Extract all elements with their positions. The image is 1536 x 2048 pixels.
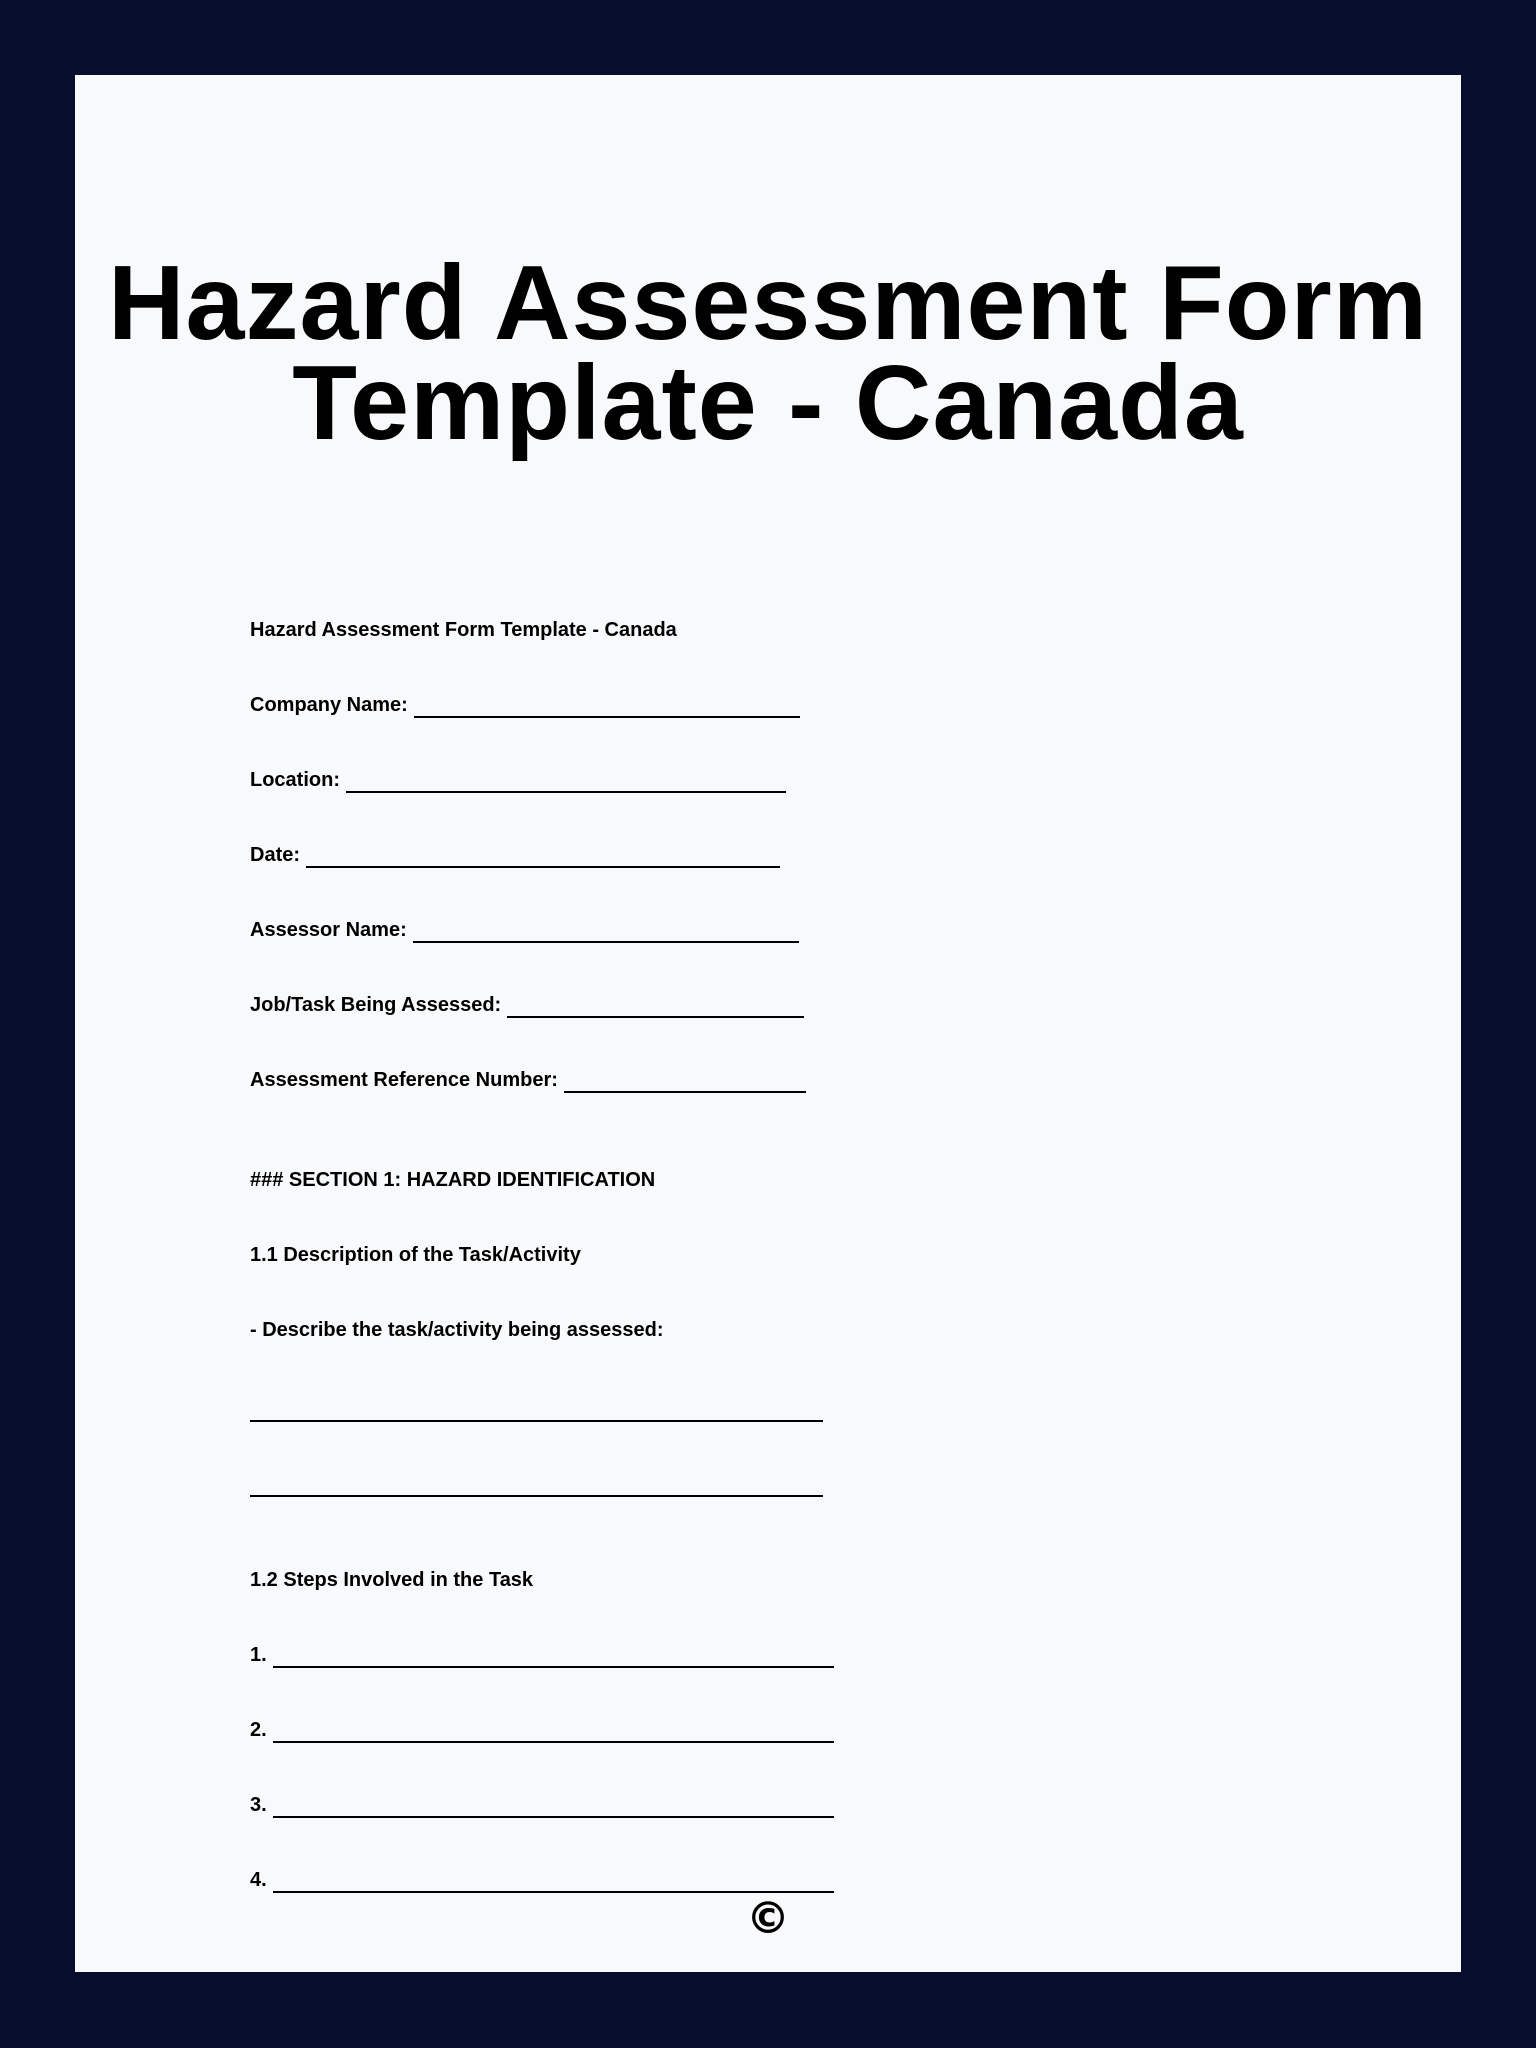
step-1-row [250,1640,834,1670]
reference-number-label: Assessment Reference Number: [250,1069,558,1091]
copyright-icon: © [746,1893,790,1944]
task-description-prompt-row [250,1315,664,1345]
step-3-row [250,1790,834,1820]
location-label: Location: [250,769,340,791]
date-row [250,840,780,870]
step-2-row [250,1715,834,1745]
form-subtitle-row [250,615,677,645]
subsection-1-2-heading: 1.2 Steps Involved in the Task [250,1569,534,1591]
subsection-1-2-row [250,1565,533,1595]
company-name-field[interactable] [414,692,800,718]
job-task-label: Job/Task Being Assessed: [250,994,502,1016]
step-1-field[interactable] [273,1642,834,1668]
section-1-heading-row [250,1165,655,1195]
step-3-number: 3. [250,1794,267,1816]
subsection-1-1-heading: 1.1 Description of the Task/Activity [250,1244,581,1266]
step-4-row [250,1865,834,1895]
assessor-name-field[interactable] [413,917,799,943]
location-row [250,765,786,795]
company-name-label: Company Name: [250,694,408,716]
job-task-row [250,990,804,1020]
task-description-line-2[interactable] [250,1495,823,1497]
form-page [75,75,1461,1972]
task-description-line-1[interactable] [250,1420,823,1422]
date-field[interactable] [306,842,780,868]
step-2-number: 2. [250,1719,267,1741]
reference-number-row [250,1065,806,1095]
section-1-heading: ### SECTION 1: HAZARD IDENTIFICATION [250,1169,656,1191]
location-field[interactable] [346,767,786,793]
step-1-number: 1. [250,1644,267,1666]
job-task-field[interactable] [507,992,804,1018]
date-label: Date: [250,844,301,866]
step-4-number: 4. [250,1869,267,1891]
step-3-field[interactable] [273,1792,834,1818]
step-2-field[interactable] [273,1717,834,1743]
subsection-1-1-row [250,1240,581,1270]
form-subtitle: Hazard Assessment Form Template - Canada [250,619,677,641]
task-description-prompt: - Describe the task/activity being assessed: [250,1319,664,1341]
reference-number-field[interactable] [564,1067,806,1093]
company-name-row [250,690,800,720]
page-title: Hazard Assessment Form Template - Canada [108,244,1428,462]
step-4-field[interactable] [273,1867,834,1893]
assessor-name-label: Assessor Name: [250,919,407,941]
assessor-name-row [250,915,799,945]
